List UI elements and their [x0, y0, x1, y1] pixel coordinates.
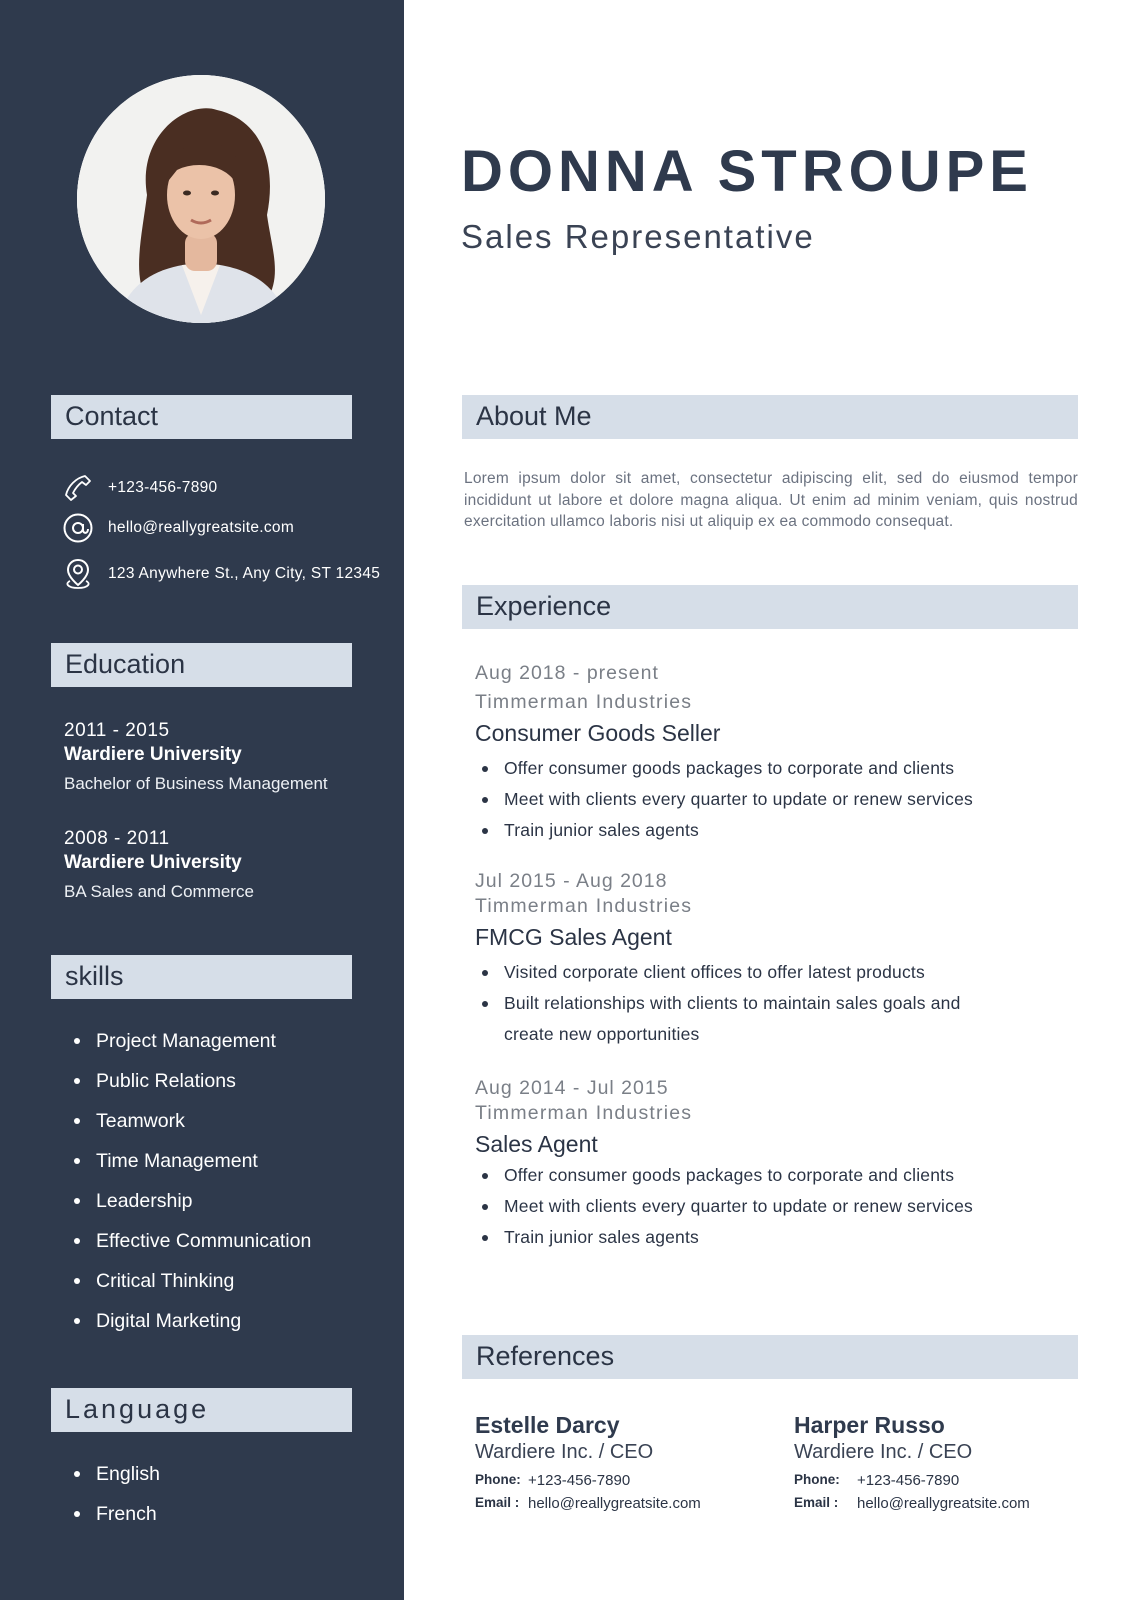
experience-heading-label: Experience [476, 591, 612, 621]
job-bullets [475, 957, 1075, 1050]
job-bullet: Meet with clients every quarter to update or renew services [475, 784, 1075, 815]
about-heading [462, 395, 1078, 439]
contact-heading [51, 395, 352, 439]
contact-email [62, 513, 294, 543]
email-text: hello@reallygreatsite.com [108, 519, 295, 536]
skill-item: Digital Marketing [72, 1301, 311, 1341]
contact-phone [62, 473, 217, 503]
education-degree: Bachelor of Business Management [64, 774, 328, 793]
about-text: Lorem ipsum dolor sit amet, consectetur adipiscing elit, sed do eiusmod tempor incididunt ut labore et dolore magna aliqua. Ut enim ad minim veniam, quis nostrud exercitation ullamco laboris nisi ut aliquip ex ea commodo consequat. [464, 470, 1078, 530]
education-heading [51, 643, 352, 687]
language-heading [51, 1388, 352, 1432]
phone-text: +123-456-7890 [108, 479, 218, 496]
job-company: Timmerman Industries [475, 895, 693, 917]
job-role: Consumer Goods Seller [475, 720, 721, 746]
job-bullet: Offer consumer goods packages to corporate and clients [475, 1160, 1075, 1191]
education-item [64, 828, 254, 902]
person-name: DONNA STROUPE [461, 139, 1033, 204]
language-item: French [72, 1494, 160, 1534]
education-degree: BA Sales and Commerce [64, 882, 254, 901]
job-bullet: Offer consumer goods packages to corporate and clients [475, 753, 1075, 784]
experience-item [475, 662, 1075, 846]
job-dates: Aug 2014 - Jul 2015 [475, 1077, 669, 1099]
education-years: 2011 - 2015 [64, 720, 170, 741]
reference-card [794, 1412, 1094, 1512]
skill-item: Public Relations [72, 1061, 311, 1101]
skill-item: Time Management [72, 1141, 311, 1181]
job-dates: Jul 2015 - Aug 2018 [475, 870, 668, 892]
job-company: Timmerman Industries [475, 691, 693, 713]
experience-item [475, 1077, 1075, 1253]
phone-icon [62, 472, 94, 504]
email-label: Email : [794, 1495, 839, 1510]
education-years: 2008 - 2011 [64, 828, 170, 849]
location-pin-icon [62, 558, 94, 590]
reference-name: Harper Russo [794, 1412, 945, 1438]
profile-photo [77, 75, 325, 323]
reference-card [475, 1412, 775, 1512]
job-dates: Aug 2018 - present [475, 662, 659, 684]
skill-item: Leadership [72, 1181, 311, 1221]
skills-list [72, 1021, 311, 1341]
reference-name: Estelle Darcy [475, 1412, 620, 1438]
education-heading-label: Education [65, 649, 186, 679]
job-bullets [475, 1160, 1075, 1253]
references-heading-label: References [476, 1341, 615, 1371]
reference-email [475, 1495, 775, 1512]
phone-label: Phone: [475, 1472, 521, 1487]
job-bullet: Visited corporate client offices to offer latest products [475, 957, 1075, 988]
job-title: Sales Representative [461, 218, 815, 255]
education-school: Wardiere University [64, 852, 242, 873]
job-bullet: Meet with clients every quarter to update or renew services [475, 1191, 1075, 1222]
skill-item: Project Management [72, 1021, 311, 1061]
about-heading-label: About Me [476, 401, 592, 431]
job-bullet: Train junior sales agents [475, 815, 1075, 846]
reference-phone [475, 1472, 775, 1489]
skills-heading [51, 955, 352, 999]
contact-address [62, 559, 380, 589]
job-bullets [475, 753, 1075, 846]
phone-value: +123-456-7890 [857, 1472, 960, 1489]
job-company: Timmerman Industries [475, 1102, 693, 1124]
email-at-icon [62, 512, 94, 544]
address-text: 123 Anywhere St., Any City, ST 12345 [108, 565, 381, 582]
email-label: Email : [475, 1495, 520, 1510]
job-role: FMCG Sales Agent [475, 924, 672, 950]
reference-phone [794, 1472, 1094, 1489]
skill-item: Critical Thinking [72, 1261, 311, 1301]
language-item: English [72, 1454, 160, 1494]
skills-heading-label: skills [65, 961, 124, 991]
education-school: Wardiere University [64, 744, 242, 765]
references-heading [462, 1335, 1078, 1379]
reference-email [794, 1495, 1094, 1512]
experience-heading [462, 585, 1078, 629]
education-item [64, 720, 328, 794]
skill-item: Effective Communication [72, 1221, 311, 1261]
job-bullet: Built relationships with clients to maintain sales goals and create new opportunities [475, 988, 1075, 1050]
reference-company: Wardiere Inc. / CEO [794, 1441, 973, 1463]
sidebar [0, 0, 404, 1600]
skill-item: Teamwork [72, 1101, 311, 1141]
email-value: hello@reallygreatsite.com [857, 1495, 1030, 1512]
job-role: Sales Agent [475, 1131, 598, 1157]
job-bullet: Train junior sales agents [475, 1222, 1075, 1253]
phone-value: +123-456-7890 [528, 1472, 631, 1489]
experience-item [475, 870, 1075, 1050]
language-heading-label: Language [65, 1394, 210, 1424]
contact-heading-label: Contact [65, 401, 159, 431]
language-list [72, 1454, 160, 1534]
email-value: hello@reallygreatsite.com [528, 1495, 701, 1512]
reference-company: Wardiere Inc. / CEO [475, 1441, 654, 1463]
phone-label: Phone: [794, 1472, 840, 1487]
